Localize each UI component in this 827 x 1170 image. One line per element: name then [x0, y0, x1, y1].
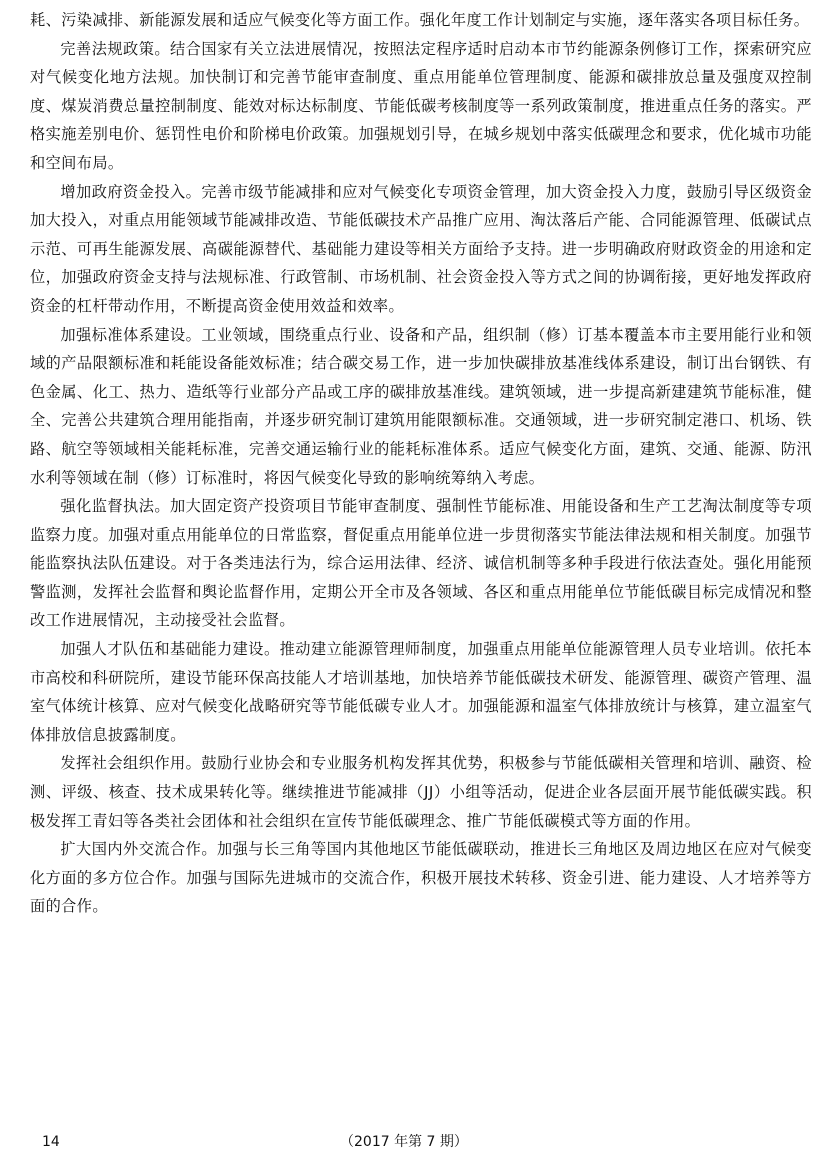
issue-label: （2017 年第 7 期） — [340, 1134, 468, 1150]
page-number: 14 — [42, 1134, 60, 1150]
paragraph-cooperation: 扩大国内外交流合作。加强与长三角等国内其他地区节能低碳联动，推进长三角地区及周边地区在应对气候变化方面的多方位合作。加强与国际先进城市的交流合作，积极开展技术转移、资金引进、能力建设、人才培养等方面的合作。 — [30, 840, 812, 916]
paragraph-standards-system: 加强标准体系建设。工业领域，围绕重点行业、设备和产品，组织制（修）订基本覆盖本市主要用能行业和领域的产品限额标准和耗能设备能效标准；结合碳交易工作，进一步加快碳排放基准线体系建设，制订出台钢铁、有色金属、化工、热力、造纸等行业部分产品或工序的碳排放基准线。建筑领域，进一步提高新建建筑节能标准，健全、完善公共建筑合理用能指南，并逐步研究制订建筑用能限额标准。交通领域，进一步研究制定港口、机场、铁路、航空等领域相关能耗标准，完善交通运输行业的能耗标准体系。适应气候变化方面，建筑、交通、能源、防汛水利等领域在制（修）订标准时，将因气候变化导致的影响统筹纳入考虑。 — [30, 325, 812, 487]
paragraph-regulations-policy: 完善法规政策。结合国家有关立法进展情况，按照法定程序适时启动本市节约能源条例修订工作，探索研究应对气候变化地方法规。加快制订和完善节能审查制度、重点用能单位管理制度、能源和碳排放总量及强度双控制度、煤炭消费总量控制制度、能效对标达标制度、节能低碳考核制度等一系列政策制度，推进重点任务的落实。严格实施差别电价、惩罚性电价和阶梯电价政策。加强规划引导，在城乡规划中落实低碳理念和要求，优化城市功能和空间布局。 — [30, 39, 812, 172]
paragraph-supervision-enforcement: 强化监督执法。加大固定资产投资项目节能审查制度、强制性节能标准、用能设备和生产工艺淘汰制度等专项监察力度。加强对重点用能单位的日常监察，督促重点用能单位进一步贯彻落实节能法律法规和相关制度。加强节能监察执法队伍建设。对于各类违法行为，综合运用法律、经济、诚信机制等多种手段进行依法查处。强化用能预警监测，发挥社会监督和舆论监督作用，定期公开全市及各领域、各区和重点用能单位节能低碳目标完成情况和整改工作进展情况，主动接受社会监督。 — [30, 497, 812, 630]
paragraph-talent-capacity: 加强人才队伍和基础能力建设。推动建立能源管理师制度，加强重点用能单位能源管理人员专业培训。依托本市高校和科研院所，建设节能环保高技能人才培训基地，加快培养节能低碳技术研发、能源管理、碳资产管理、温室气体统计核算、应对气候变化战略研究等节能低碳专业人才。加强能源和温室气体排放统计与核算，建立温室气体排放信息披露制度。 — [30, 640, 812, 744]
paragraph-continued: 耗、污染减排、新能源发展和适应气候变化等方面工作。强化年度工作计划制定与实施，逐年落实各项目标任务。 — [30, 11, 810, 29]
paragraph-government-funding: 增加政府资金投入。完善市级节能减排和应对气候变化专项资金管理，加大资金投入力度，鼓励引导区级资金加大投入，对重点用能领域节能减排改造、节能低碳技术产品推广应用、淘汰落后产能、合同能源管理、低碳试点示范、可再生能源发展、高碳能源替代、基础能力建设等相关方面给予支持。进一步明确政府财政资金的用途和定位，加强政府资金支持与法规标准、行政管制、市场机制、社会资金投入等方式之间的协调衔接，更好地发挥政府资金的杠杆带动作用，不断提高资金使用效益和效率。 — [30, 182, 812, 315]
body-text — [30, 6, 812, 921]
page-footer — [0, 1130, 827, 1154]
paragraph-social-organizations: 发挥社会组织作用。鼓励行业协会和专业服务机构发挥其优势，积极参与节能低碳相关管理和培训、融资、检测、评级、核查、技术成果转化等。继续推进节能减排（JJ）小组等活动，促进企业各层面开展节能低碳实践。积极发挥工青妇等各类社会团体和社会组织在宣传节能低碳理念、推广节能低碳模式等方面的作用。 — [30, 754, 812, 830]
